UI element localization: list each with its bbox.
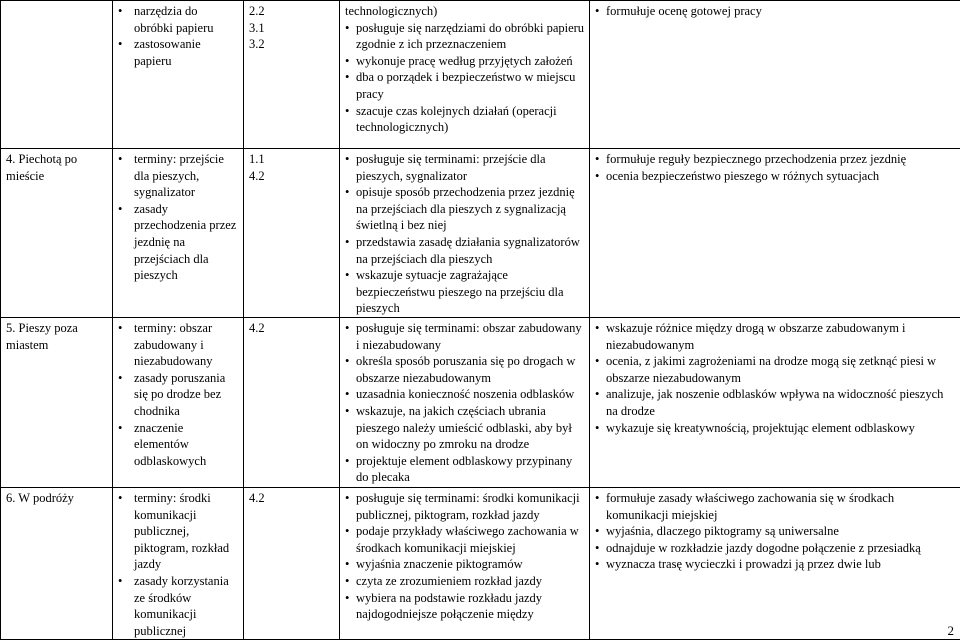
table-row	[1, 317, 960, 487]
table-row	[1, 1, 960, 149]
table-row	[1, 487, 960, 639]
topic-cell	[1, 317, 113, 487]
basic-requirement: • wskazuje sytuacje zagrażające bezpieczeństwu pieszego na przejściu dla pieszych	[345, 267, 585, 317]
extended-requirement: • wyznacza trasę wycieczki i prowadzi ją przez dwie lub	[595, 556, 956, 573]
basic-requirement: • wyjaśnia znaczenie piktogramów	[345, 556, 585, 573]
extended-requirement: • ocenia bezpieczeństwo pieszego w różnych sytuacjach	[595, 168, 956, 185]
basic-requirement: • projektuje element odblaskowy przypinany do plecaka	[345, 453, 585, 486]
table-row	[1, 149, 960, 318]
basic-requirement: • posługuje się narzędziami do obróbki papieru zgodnie z ich przeznaczeniem	[345, 20, 585, 53]
reference-cell	[244, 1, 340, 149]
basic-requirements-cell	[340, 149, 590, 318]
basic-requirement: • posługuje się terminami: środki komunikacji publicznej, piktogram, rozkład jazdy	[345, 490, 585, 523]
extended-requirement: • ocenia, z jakimi zagrożeniami na drodze mogą się zetknąć piesi w obszarze niezabudowanym	[595, 353, 956, 386]
basic-requirement: • czyta ze zrozumieniem rozkład jazdy	[345, 573, 585, 590]
reference-number: 3.2	[249, 37, 265, 52]
basic-requirement: • opisuje sposób przechodzenia przez jezdnię na przejściach dla pieszych z sygnalizacją świetlną i bez niej	[345, 184, 585, 234]
reference-number: 1.1	[249, 152, 265, 166]
extended-requirement: • formułuje ocenę gotowej pracy	[595, 3, 956, 20]
continued-text: technologicznych)	[345, 4, 438, 18]
basic-requirements-cell	[340, 317, 590, 487]
reference-number: 3.1	[249, 20, 265, 35]
topic-title: 4. Piechotą po mieście	[6, 152, 78, 183]
content-item: • zastosowanie papieru	[118, 36, 239, 69]
reference-number: 4.2	[249, 168, 265, 183]
extended-requirement: • formułuje reguły bezpiecznego przechodzenia przez jezdnię	[595, 151, 956, 168]
extended-requirements-cell	[590, 317, 960, 487]
extended-requirement: • wyjaśnia, dlaczego piktogramy są uniwersalne	[595, 523, 956, 540]
basic-requirement: • podaje przykłady właściwego zachowania w środkach komunikacji miejskiej	[345, 523, 585, 556]
basic-requirement: • wykonuje pracę według przyjętych założeń	[345, 53, 585, 70]
reference-cell	[244, 487, 340, 639]
extended-requirements-cell	[590, 1, 960, 149]
basic-requirements-cell	[340, 1, 590, 149]
extended-requirements-cell	[590, 149, 960, 318]
topic-title: 6. W podróży	[6, 490, 74, 505]
extended-requirement: • analizuje, jak noszenie odblasków wpływa na widoczność pieszych na drodze	[595, 386, 956, 419]
reference-number: 2.2	[249, 4, 265, 18]
content-item: • zasady przechodzenia przez jezdnię na przejściach dla pieszych	[118, 201, 239, 284]
basic-requirements-cell	[340, 487, 590, 639]
basic-requirement: • wskazuje, na jakich częściach ubrania pieszego należy umieścić odblaski, aby był on widoczny po zmroku na drodze	[345, 403, 585, 453]
reference-number: 4.2	[249, 490, 265, 505]
basic-requirement: • posługuje się terminami: obszar zabudowany i niezabudowany	[345, 320, 585, 353]
topic-cell	[1, 1, 113, 149]
content-cell	[113, 1, 244, 149]
content-cell	[113, 317, 244, 487]
basic-requirement: • posługuje się terminami: przejście dla pieszych, sygnalizator	[345, 151, 585, 184]
content-item: • terminy: środki komunikacji publicznej, piktogram, rozkład jazdy	[118, 490, 239, 573]
extended-requirement: • odnajduje w rozkładzie jazdy dogodne połączenie z przesiadką	[595, 540, 956, 557]
basic-requirement: • przedstawia zasadę działania sygnalizatorów na przejściach dla pieszych	[345, 234, 585, 267]
basic-requirement: • szacuje czas kolejnych działań (operacji technologicznych)	[345, 103, 585, 136]
topic-title: 5. Pieszy poza miastem	[6, 320, 78, 352]
content-item: • zasady poruszania się po drodze bez chodnika	[118, 370, 239, 420]
content-item: • znaczenie elementów odblaskowych	[118, 420, 239, 470]
content-item: • narzędzia do obróbki papieru	[118, 3, 239, 36]
content-cell	[113, 487, 244, 639]
basic-requirement: • dba o porządek i bezpieczeństwo w miejscu pracy	[345, 69, 585, 102]
topic-cell	[1, 487, 113, 639]
content-item: • terminy: przejście dla pieszych, sygnalizator	[118, 151, 239, 201]
extended-requirement: • formułuje zasady właściwego zachowania się w środkach komunikacji miejskiej	[595, 490, 956, 523]
basic-requirement: • uzasadnia konieczność noszenia odblasków	[345, 386, 585, 403]
content-cell	[113, 149, 244, 318]
basic-requirement: • wybiera na podstawie rozkładu jazdy najdogodniejsze połączenie między	[345, 590, 585, 623]
extended-requirement: • wskazuje różnice między drogą w obszarze zabudowanym i niezabudowanym	[595, 320, 956, 353]
reference-cell	[244, 149, 340, 318]
content-item: • zasady korzystania ze środków komunikacji publicznej	[118, 573, 239, 639]
extended-requirements-cell	[590, 487, 960, 639]
page-number: 2	[947, 623, 954, 638]
basic-requirement: • określa sposób poruszania się po drogach w obszarze niezabudowanym	[345, 353, 585, 386]
reference-number: 4.2	[249, 320, 265, 335]
content-item: • terminy: obszar zabudowany i niezabudowany	[118, 320, 239, 370]
topic-cell	[1, 149, 113, 318]
reference-cell	[244, 317, 340, 487]
extended-requirement: • wykazuje się kreatywnością, projektując element odblaskowy	[595, 420, 956, 437]
